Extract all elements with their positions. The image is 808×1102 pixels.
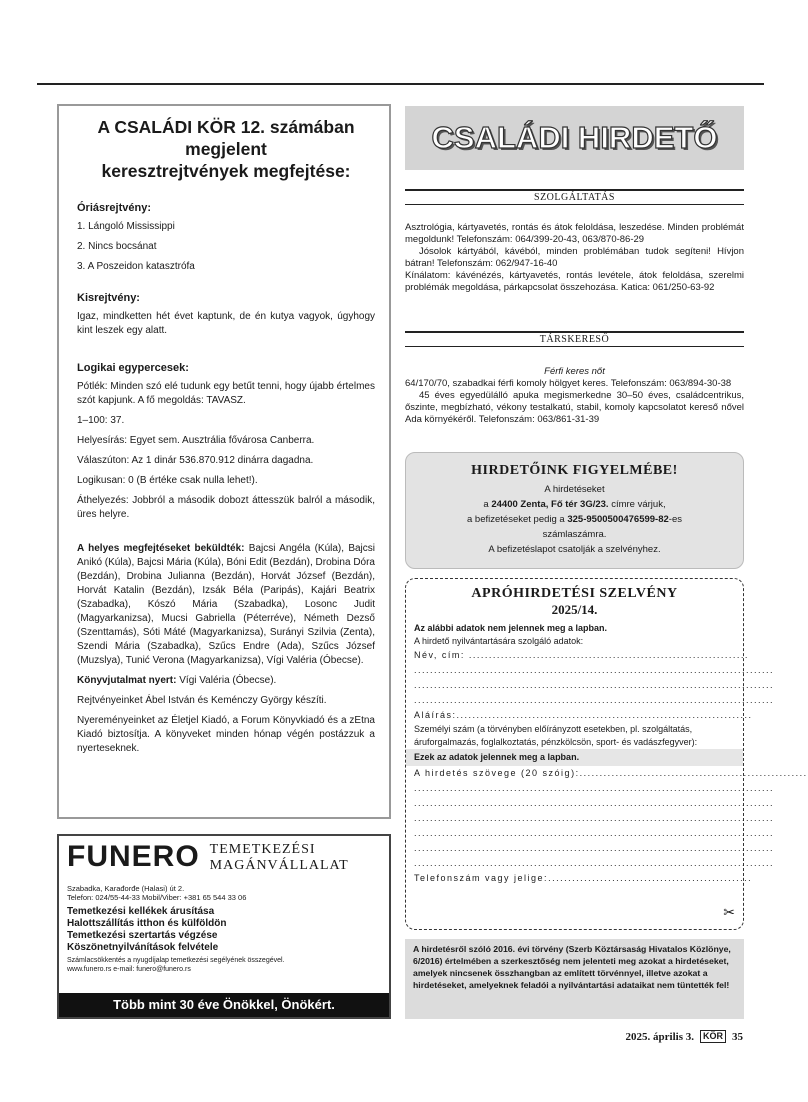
published-section [406,749,743,766]
senders-paragraph [77,542,375,668]
notice-address: 24400 Zenta, Fő tér 3G/23. [491,499,609,510]
oriasi-item: 1. Lángoló Mississippi [77,221,175,232]
senders-label: A helyes megfejtéseket beküldték: [77,543,245,554]
name-address-field[interactable]: Név, cím: ...................................................................... [414,650,749,660]
phone-label: Telefonszám vagy jelige: [414,873,549,883]
logikai-item: Áthelyezés: Jobbról a második dobozt áttesszük balról a második, üres helyre. [77,495,375,520]
ad-text-field-line[interactable]: .......................................................................................... [414,798,775,808]
funero-service: Temetkezési szertartás végzése [67,930,218,941]
funero-right-line-2: MAGÁNVÁLLALAT [209,858,349,873]
funero-ad [57,834,391,1019]
kis-text: Igaz, mindketten hét évet kaptunk, de én kutya vagyok, úgyhogy kint leszek egy alatt. [77,311,375,336]
ad-item: 45 éves egyedülálló apuka megismerkedne 30–50 éves, családcentrikus, őszinte, megbízható, vékony testalkatú, stabil, komoly kapcsolatot kereső nővel Ada környékéről. Telefonszám: 063/861-31-39 [405,390,744,425]
winner-paragraph [77,674,375,688]
ad-text-field-line[interactable]: .......................................................................................... [414,843,775,853]
funero-web: www.funero.rs e-mail: funero@funero.rs [67,966,191,973]
notice-text: -es [668,514,682,525]
footer-date: 2025. április 3. [625,1030,694,1043]
funero-phone: Telefon: 024/55-44-33 Mobil/Viber: +381 65 544 33 06 [67,893,247,902]
notice-account-line [406,512,743,527]
notice-title: HIRDETŐINK FIGYELMÉBE! [471,463,678,478]
ad-text-label: A hirdetés szövege (20 szóig): [414,768,580,778]
page-number: 35 [732,1030,743,1043]
ad-text-field-line[interactable]: .......................................................................................... [414,858,775,868]
notice-line: A befizetéslapot csatolják a szelvényhez. [488,544,661,555]
name-address-field-line[interactable]: .......................................................................................... [414,665,775,675]
winner-label: Könyvjutalmat nyert: [77,675,177,686]
logikai-item: Helyesírás: Egyet sem. Ausztrália fővárosa Canberra. [77,435,315,446]
logikai-item: 1–100: 37. [77,415,125,426]
ad-item: Kínálatom: kávénézés, kártyavetés, rontás levétele, átok feloldása, szerelmi problémák megoldása, párkapcsolat összehozása. Katica: 061/250-63-92 [405,270,744,293]
name-address-label: Név, cím: [414,650,465,660]
oriasi-item: 3. A Poszeidon katasztrófa [77,261,195,272]
funero-logo: FUNERO [67,840,200,873]
title-line-3: keresztrejtvények megfejtése: [101,161,351,181]
ad-text-field-line[interactable]: .......................................................................................... [414,783,775,793]
solutions-title [77,116,375,182]
funero-note: Számlacsökkentés a nyugdíjalap temetkezési segélyének összegével. [67,957,285,964]
tarskereso-subheading: Férfi keres nőt [544,366,605,377]
oriasi-heading: Óriásrejtvény: [77,202,151,214]
ad-text-field[interactable]: A hirdetés szövege (20 szóig):......................................................... [414,768,808,778]
scissors-icon: ✂ [723,904,735,920]
ad-coupon [405,578,808,930]
funero-service: Halottszállítás itthon és külföldön [67,918,227,929]
notice-text: címre várjuk, [608,499,666,510]
notice-address-line [406,497,743,512]
funero-company-type [210,842,349,874]
coupon-purpose: A hirdető nyilvántartására szolgáló adatok: [414,636,584,646]
coupon-title: APRÓHIRDETÉSI SZELVÉNY [471,586,678,601]
funero-address: Szabadka, Karađorđe (Halasi) út 2. [67,884,185,893]
funero-service: Köszönetnyilvánítások felvétele [67,942,219,953]
solutions-box [57,104,391,819]
szolgaltatas-ads [405,222,744,294]
footer-logo: KÖR [700,1030,726,1043]
signature-field[interactable]: Aláírás:.......................................................................... [414,710,753,720]
name-address-field-line[interactable]: .......................................................................................... [414,695,775,705]
top-rule [37,83,764,85]
ad-text-field-line[interactable]: .......................................................................................... [414,828,775,838]
notice-line: számlaszámra. [542,529,607,540]
notice-line: A hirdetéseket [544,484,605,495]
signature-label: Aláírás: [414,710,457,720]
banner-title: CSALÁDI HIRDETŐ [431,120,718,155]
logikai-item: Logikusan: 0 (B értéke csak nulla lehet!). [77,475,258,486]
kis-heading: Kisrejtvény: [77,292,140,304]
name-address-field-line[interactable]: .......................................................................................... [414,680,775,690]
logikai-item: Pótlék: Minden szó elé tudunk egy betűt tenni, hogy újabb értelmes szót kapjunk. A fő megoldás: TAVASZ. [77,381,375,406]
advertisers-notice [405,452,744,569]
notice-text: a befizetéseket pedig a [467,514,568,525]
authors-text: Rejtvényeinket Ábel István és Keménczy György készíti. [77,695,327,706]
ad-item: 64/170/70, szabadkai férfi komoly hölgyet keres. Telefonszám: 063/894-30-38 [405,378,732,389]
ad-item: Asztrológia, kártyavetés, rontás és átok feloldása, leszedése. Minden problémát megoldunk! Telefonszám: 064/399-20-43, 063/870-86-29 [405,222,744,245]
coupon-public-note: Ezek az adatok jelennek meg a lapban. [414,752,580,762]
funero-slogan: Több mint 30 éve Önökkel, Önökért. [59,993,389,1017]
personal-id-label: Személyi szám (a törvényben előírányzott esetekben, pl. szolgáltatás, áruforgalmazás, foglalkoztatás, pénzkölcsön, sport- és vadászfegyver): [414,724,698,747]
tarskereso-heading: TÁRSKERESŐ [405,331,744,347]
banner [405,106,744,170]
ad-text-field-line[interactable]: .......................................................................................... [414,813,775,823]
szolgaltatas-heading: SZOLGÁLTATÁS [405,189,744,205]
phone-field[interactable]: Telefonszám vagy jelige:................................................... [414,873,753,883]
page-footer [626,1030,743,1043]
winner-text: Vígi Valéria (Óbecse). [176,675,277,686]
logikai-item: Válaszúton: Az 1 dinár 536.870.912 dinárra dagadna. [77,455,314,466]
notice-account: 325-9500500476599-82 [567,514,669,525]
oriasi-item: 2. Nincs bocsánat [77,241,157,252]
title-line-2: megjelent [185,139,267,159]
senders-text: Bajcsi Angéla (Kúla), Bajcsi Anikó (Kúla), Bajcsi Mária (Kúla), Bóni Edit (Bezdán), Drobina Dóra (Bezdán), Drobina Julianna (Bezdán), Horvát József (Bezdán), Horvát Katalin (Bezdán), Izsák Béla (Paripás), Kajári Beatrix (Szabadka), Kószó Mária (Szabadka), Losonc Judit (Magyarkanizsa), Mucsi Gabriella (Péterréve), Németh Dezső (Szenttamás), Sóti Máté (Magyarkanizsa), Surányi Szilvia (Zenta), Szendi Mária (Szabadka), Szűcs Endre (Ada), Szűcs József (Muzslya), Tunić Verona (Magyarkanizsa), Vígi Valéria (Óbecse). [77,543,375,666]
funero-right-line-1: TEMETKEZÉSI [209,842,316,857]
logikai-heading: Logikai egypercesek: [77,362,189,374]
title-line-1: A CSALÁDI KÖR 12. számában [97,117,355,137]
coupon-issue: 2025/14. [551,602,598,617]
legal-notice: A hirdetésről szóló 2016. évi törvény (Szerb Köztársaság Hivatalos Közlönye, 6/2016) értelmében a szerkesztőség nem jelenteti meg azokat a hirdetéseket, amelyek nincsenek összhangban az említett törvénnyel, illetve azokat a hirdetéseket, amelyeknek feladói a nyilvántartási adataikat nem tüntették fel! [405,939,744,1019]
notice-text: a [483,499,492,510]
prizes-text: Nyereményeinket az Életjel Kiadó, a Forum Könyvkiadó és a zEtna Kiadó biztosítja. A könyveket minden hónap végén postázzuk a nyerteseknek. [77,715,375,754]
coupon-private-note: Az alábbi adatok nem jelennek meg a lapban. [414,623,608,633]
funero-service: Temetkezési kellékek árusítása [67,906,215,917]
ad-item: Jósolok kártyából, kávéból, minden problémában tudok segíteni! Hívjon bátran! Telefonszám: 062/947-16-40 [405,246,744,269]
funero-header [67,842,381,874]
tarskereso-ads [405,366,744,426]
